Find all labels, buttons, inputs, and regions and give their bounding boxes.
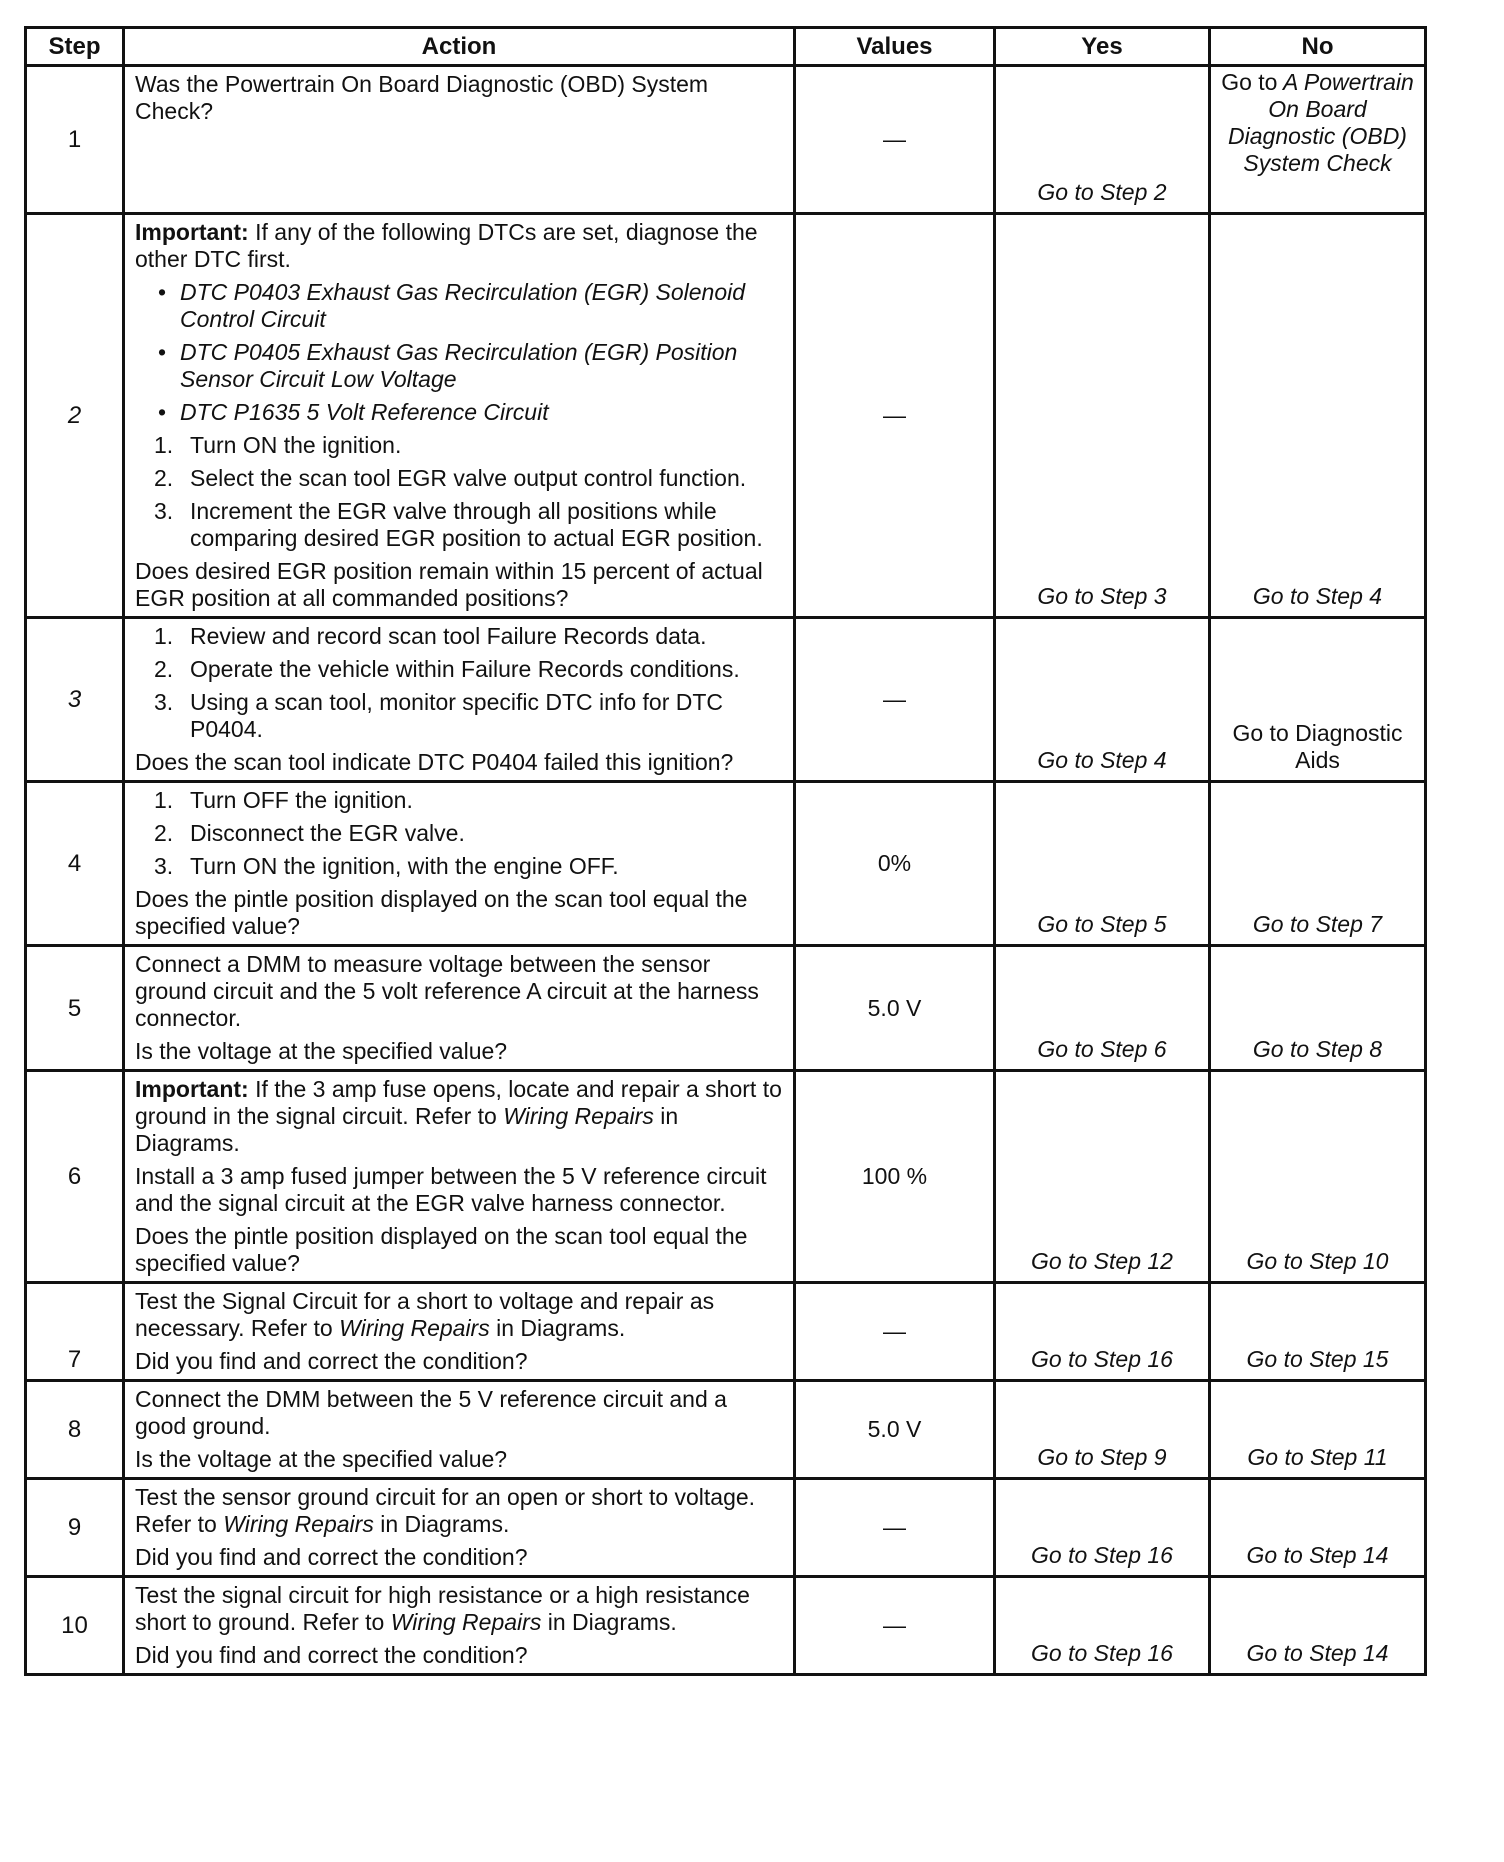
table-row xyxy=(26,1577,1426,1675)
table-row xyxy=(26,1479,1426,1577)
list-item xyxy=(154,853,783,880)
action-cell xyxy=(124,1577,795,1675)
important-note xyxy=(135,1076,783,1157)
instruction-text: Install a 3 amp fused jumper between the 5 V reference circuit and the signal circuit at the EGR valve harness connector. xyxy=(135,1163,767,1216)
list-item xyxy=(154,820,783,847)
table-row xyxy=(26,1381,1426,1479)
important-label: Important: xyxy=(135,219,249,245)
header-yes: Yes xyxy=(995,28,1210,66)
procedure-list xyxy=(135,432,783,552)
instruction-text xyxy=(135,1582,783,1636)
step-text: Review and record scan tool Failure Records data. xyxy=(190,623,707,649)
instruction-part: Test the sensor ground circuit for an open or short to voltage. Refer to xyxy=(135,1484,756,1537)
instruction-part: Test the signal circuit for high resistance or a high resistance short to ground. Refer to xyxy=(135,1582,750,1635)
step-number: 7 xyxy=(26,1283,124,1381)
step-number: 10 xyxy=(26,1577,124,1675)
action-cell xyxy=(124,1479,795,1577)
step-index: 1. xyxy=(154,623,174,649)
table-row xyxy=(26,214,1426,618)
list-item xyxy=(154,656,783,683)
action-cell xyxy=(124,1071,795,1283)
step-index: 3. xyxy=(154,853,174,879)
table-row xyxy=(26,618,1426,782)
header-row xyxy=(26,28,1426,66)
table-row xyxy=(26,782,1426,946)
important-label: Important: xyxy=(135,1076,249,1102)
table-row xyxy=(26,1071,1426,1283)
wiring-repairs-ref: Wiring Repairs xyxy=(390,1609,542,1635)
question-text: Does the pintle position displayed on the scan tool equal the specified value? xyxy=(135,886,748,939)
step-number: 4 xyxy=(26,782,124,946)
no-cell: Go to Step 14 xyxy=(1210,1577,1426,1675)
step-text: Select the scan tool EGR valve output control function. xyxy=(190,465,747,491)
value-cell: — xyxy=(795,618,995,782)
yes-cell: Go to Step 4 xyxy=(995,618,1210,782)
procedure-list xyxy=(135,623,783,743)
yes-cell: Go to Step 3 xyxy=(995,214,1210,618)
question-text: Does desired EGR position remain within 15 percent of actual EGR position at all commanded positions? xyxy=(135,558,763,611)
value-cell: — xyxy=(795,214,995,618)
instruction-part: Test the Signal Circuit for a short to voltage and repair as necessary. Refer to xyxy=(135,1288,715,1341)
no-prefix: Go to xyxy=(1221,69,1278,95)
step-number: 6 xyxy=(26,1071,124,1283)
step-index: 2. xyxy=(154,465,174,491)
important-text: If the 3 amp fuse opens, locate and repair a short to ground in the signal circuit. Refer to xyxy=(135,1076,782,1129)
step-number: 1 xyxy=(26,66,124,214)
important-text: If any of the following DTCs are set, diagnose the other DTC first. xyxy=(135,219,758,272)
no-cell xyxy=(1210,66,1426,214)
value-cell: 100 % xyxy=(795,1071,995,1283)
header-step: Step xyxy=(26,28,124,66)
list-item xyxy=(154,689,783,743)
list-item xyxy=(154,465,783,492)
action-cell xyxy=(124,214,795,618)
value-cell: 5.0 V xyxy=(795,946,995,1071)
no-cell: Go to Diagnostic Aids xyxy=(1210,618,1426,782)
table-row xyxy=(26,66,1426,214)
instruction-text: Connect the DMM between the 5 V reference circuit and a good ground. xyxy=(135,1386,727,1439)
action-cell xyxy=(124,1283,795,1381)
step-index: 2. xyxy=(154,656,174,682)
action-cell xyxy=(124,66,795,214)
step-text: Turn ON the ignition. xyxy=(190,432,402,458)
question-text: Does the scan tool indicate DTC P0404 failed this ignition? xyxy=(135,749,734,775)
action-cell xyxy=(124,782,795,946)
instruction-text xyxy=(135,1484,783,1538)
header-values: Values xyxy=(795,28,995,66)
instruction-text xyxy=(135,1288,783,1342)
value-cell: — xyxy=(795,1479,995,1577)
step-index: 2. xyxy=(154,820,174,846)
table-row xyxy=(26,1283,1426,1381)
list-item xyxy=(154,432,783,459)
no-cell: Go to Step 8 xyxy=(1210,946,1426,1071)
question-text: Did you find and correct the condition? xyxy=(135,1544,528,1570)
no-reference: A Powertrain On Board Diagnostic (OBD) System Check xyxy=(1228,69,1414,176)
step-text: Increment the EGR valve through all positions while comparing desired EGR position to actual EGR position. xyxy=(190,498,763,551)
step-text: Using a scan tool, monitor specific DTC info for DTC P0404. xyxy=(190,689,724,742)
instruction-text: Connect a DMM to measure voltage between the sensor ground circuit and the 5 volt reference A circuit at the harness connector. xyxy=(135,951,759,1031)
step-number: 2 xyxy=(26,214,124,618)
value-cell: 0% xyxy=(795,782,995,946)
wiring-repairs-ref: Wiring Repairs xyxy=(339,1315,490,1341)
diagnostic-table xyxy=(24,26,1427,1676)
step-number: 9 xyxy=(26,1479,124,1577)
question-text: Does the pintle position displayed on the scan tool equal the specified value? xyxy=(135,1223,748,1276)
yes-cell: Go to Step 12 xyxy=(995,1071,1210,1283)
question-text: Did you find and correct the condition? xyxy=(135,1642,528,1668)
step-index: 3. xyxy=(154,498,174,524)
yes-cell: Go to Step 9 xyxy=(995,1381,1210,1479)
no-cell: Go to Step 15 xyxy=(1210,1283,1426,1381)
yes-cell: Go to Step 6 xyxy=(995,946,1210,1071)
question-text: Did you find and correct the condition? xyxy=(135,1348,528,1374)
procedure-list xyxy=(135,787,783,880)
step-index: 1. xyxy=(154,787,174,813)
list-item xyxy=(154,787,783,814)
wiring-repairs-ref: Wiring Repairs xyxy=(503,1103,654,1129)
yes-cell: Go to Step 5 xyxy=(995,782,1210,946)
question-text: Is the voltage at the specified value? xyxy=(135,1038,508,1064)
action-cell xyxy=(124,1381,795,1479)
question-text: Was the Powertrain On Board Diagnostic (OBD) System Check? xyxy=(135,71,709,124)
header-action: Action xyxy=(124,28,795,66)
value-cell: — xyxy=(795,1577,995,1675)
instruction-part: in Diagrams. xyxy=(380,1511,510,1537)
step-number: 5 xyxy=(26,946,124,1071)
table-row xyxy=(26,946,1426,1071)
question-text: Is the voltage at the specified value? xyxy=(135,1446,508,1472)
no-cell: Go to Step 11 xyxy=(1210,1381,1426,1479)
list-item: • DTC P0405 Exhaust Gas Recirculation (EGR) Position Sensor Circuit Low Voltage xyxy=(180,339,783,393)
value-cell: — xyxy=(795,1283,995,1381)
list-item xyxy=(154,623,783,650)
header-no: No xyxy=(1210,28,1426,66)
diagnostic-table-wrapper xyxy=(24,26,1424,1676)
yes-cell: Go to Step 16 xyxy=(995,1283,1210,1381)
value-cell: — xyxy=(795,66,995,214)
yes-cell: Go to Step 16 xyxy=(995,1479,1210,1577)
step-number: 8 xyxy=(26,1381,124,1479)
list-item xyxy=(154,498,783,552)
instruction-part: in Diagrams. xyxy=(547,1609,677,1635)
dtc-list xyxy=(135,279,783,426)
no-cell: Go to Step 4 xyxy=(1210,214,1426,618)
wiring-repairs-ref: Wiring Repairs xyxy=(223,1511,374,1537)
list-item: • DTC P1635 5 Volt Reference Circuit xyxy=(180,399,783,426)
step-text: Operate the vehicle within Failure Records conditions. xyxy=(190,656,740,682)
step-index: 3. xyxy=(154,689,174,715)
important-note xyxy=(135,219,783,273)
step-index: 1. xyxy=(154,432,174,458)
yes-cell: Go to Step 2 xyxy=(995,66,1210,214)
list-item: • DTC P0403 Exhaust Gas Recirculation (EGR) Solenoid Control Circuit xyxy=(180,279,783,333)
important-text-end: in Diagrams. xyxy=(135,1103,679,1156)
value-cell: 5.0 V xyxy=(795,1381,995,1479)
yes-cell: Go to Step 16 xyxy=(995,1577,1210,1675)
no-cell: Go to Step 14 xyxy=(1210,1479,1426,1577)
step-number: 3 xyxy=(26,618,124,782)
no-cell: Go to Step 10 xyxy=(1210,1071,1426,1283)
step-text: Turn ON the ignition, with the engine OFF. xyxy=(190,853,619,879)
step-text: Disconnect the EGR valve. xyxy=(190,820,465,846)
no-cell: Go to Step 7 xyxy=(1210,782,1426,946)
action-cell xyxy=(124,946,795,1071)
instruction-part: in Diagrams. xyxy=(496,1315,626,1341)
action-cell xyxy=(124,618,795,782)
step-text: Turn OFF the ignition. xyxy=(190,787,413,813)
